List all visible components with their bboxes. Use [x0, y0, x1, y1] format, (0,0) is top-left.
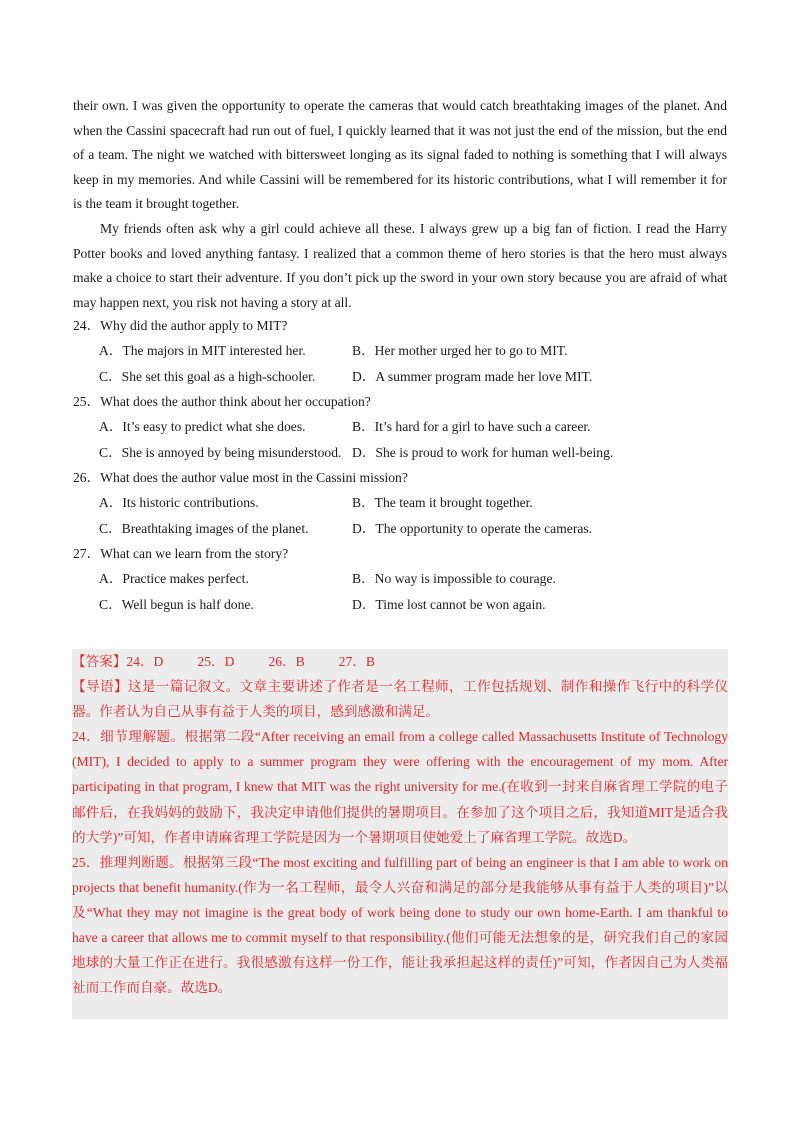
question-stem: 27．What can we learn from the story? — [73, 546, 289, 561]
question-27 — [73, 542, 733, 618]
option-a: A．It’s easy to predict what she does. — [99, 419, 306, 434]
option-row — [73, 592, 733, 618]
option-row — [73, 364, 733, 390]
option-row — [73, 440, 733, 466]
option-a: A．Practice makes perfect. — [99, 571, 249, 586]
answer-label: 【答案】 — [72, 654, 127, 669]
question-24 — [73, 314, 733, 390]
option-d: D．She is proud to work for human well-being. — [352, 445, 614, 460]
answer-key: 26．B — [268, 654, 305, 669]
question-stem: 26．What does the author value most in the Cassini mission? — [73, 470, 408, 485]
question-stem: 25．What does the author think about her occupation? — [73, 394, 371, 409]
option-b: B．It’s hard for a girl to have such a career. — [352, 419, 591, 434]
option-row — [73, 414, 733, 440]
answer-section — [72, 649, 728, 1019]
option-b: B．No way is impossible to courage. — [352, 571, 556, 586]
question-26 — [73, 466, 733, 542]
option-row — [73, 338, 733, 364]
passage-paragraph-1: their own. I was given the opportunity to operate the cameras that would catch breathtaking images of the planet. And when the Cassini spacecraft had run out of fuel, I quickly learned that it was not just the end of the mission, but the end of a team. The night we watched with bittersweet longing as its signal faded to nothing is something that I will always keep in my memories. And while Cassini will be remembered for its historic contributions, what I will remember it for is the team it brought together. — [73, 98, 727, 212]
option-c: C．She is annoyed by being misunderstood. — [99, 445, 342, 460]
answer-key: 24．D — [126, 654, 164, 669]
option-a: A．The majors in MIT interested her. — [99, 343, 306, 358]
option-row — [73, 566, 733, 592]
answer-key-line — [72, 649, 728, 674]
option-b: B．The team it brought together. — [352, 495, 533, 510]
option-a: A．Its historic contributions. — [99, 495, 259, 510]
question-list — [73, 314, 733, 618]
option-b: B．Her mother urged her to go to MIT. — [352, 343, 568, 358]
reading-passage — [73, 94, 727, 315]
answer-guide: 【导语】这是一篇记叙文。文章主要讲述了作者是一名工程师，工作包括规划、制作和操作飞行中的科学仪器。作者认为自己从事有益于人类的项目，感到感激和满足。 — [72, 679, 728, 720]
option-row — [73, 490, 733, 516]
explanation-25: 25．推理判断题。根据第三段“The most exciting and fulfilling part of being an engineer is that I am able to work on projects that benefit humanity.(作为一名工程师，最令人兴奋和满足的部分是我能够从事有益于人类的项目)”以及“What they may not imagine is the great body of work being done to study our own home-Earth. I am thankful to have a career that allows me to commit myself to that responsibility.(他们可能无法想象的是，研究我们自己的家园地球的大量工作正在进行。我很感激有这样一份工作，能让我承担起这样的责任)”可知，作者因自己为人类福祉而工作而自豪。故选D。 — [72, 854, 728, 996]
option-row — [73, 516, 733, 542]
option-d: D．Time lost cannot be won again. — [352, 597, 546, 612]
passage-paragraph-2: My friends often ask why a girl could achieve all these. I always grew up a big fan of fiction. I read the Harry Potter books and loved anything fantasy. I realized that a common theme of hero stories is that the hero must always make a choice to start their adventure. If you don’t pick up the sword in your own story because you are afraid of what may happen next, you risk not having a story at all. — [73, 220, 727, 310]
option-d: D．A summer program made her love MIT. — [352, 369, 593, 384]
question-stem: 24．Why did the author apply to MIT? — [73, 318, 288, 333]
answer-key: 27．B — [338, 654, 375, 669]
option-c: C．Well begun is half done. — [99, 597, 254, 612]
option-c: C．She set this goal as a high-schooler. — [99, 369, 316, 384]
option-c: C．Breathtaking images of the planet. — [99, 521, 309, 536]
option-d: D．The opportunity to operate the cameras. — [352, 521, 593, 536]
question-25 — [73, 390, 733, 466]
explanation-24: 24．细节理解题。根据第二段“After receiving an email from a college called Massachusetts Institute of Technology (MIT), I decided to apply to a summer program they were offering with the encouragement of my mom. After participating in that program, I knew that MIT was the right university for me.(在收到一封来自麻省理工学院的电子邮件后，在我妈妈的鼓励下，我决定申请他们提供的暑期项目。在参加了这个项目之后，我知道MIT是适合我的大学)”可知，作者申请麻省理工学院是因为一个暑期项目使她爱上了麻省理工学院。故选D。 — [72, 729, 728, 845]
answer-key: 25．D — [197, 654, 235, 669]
